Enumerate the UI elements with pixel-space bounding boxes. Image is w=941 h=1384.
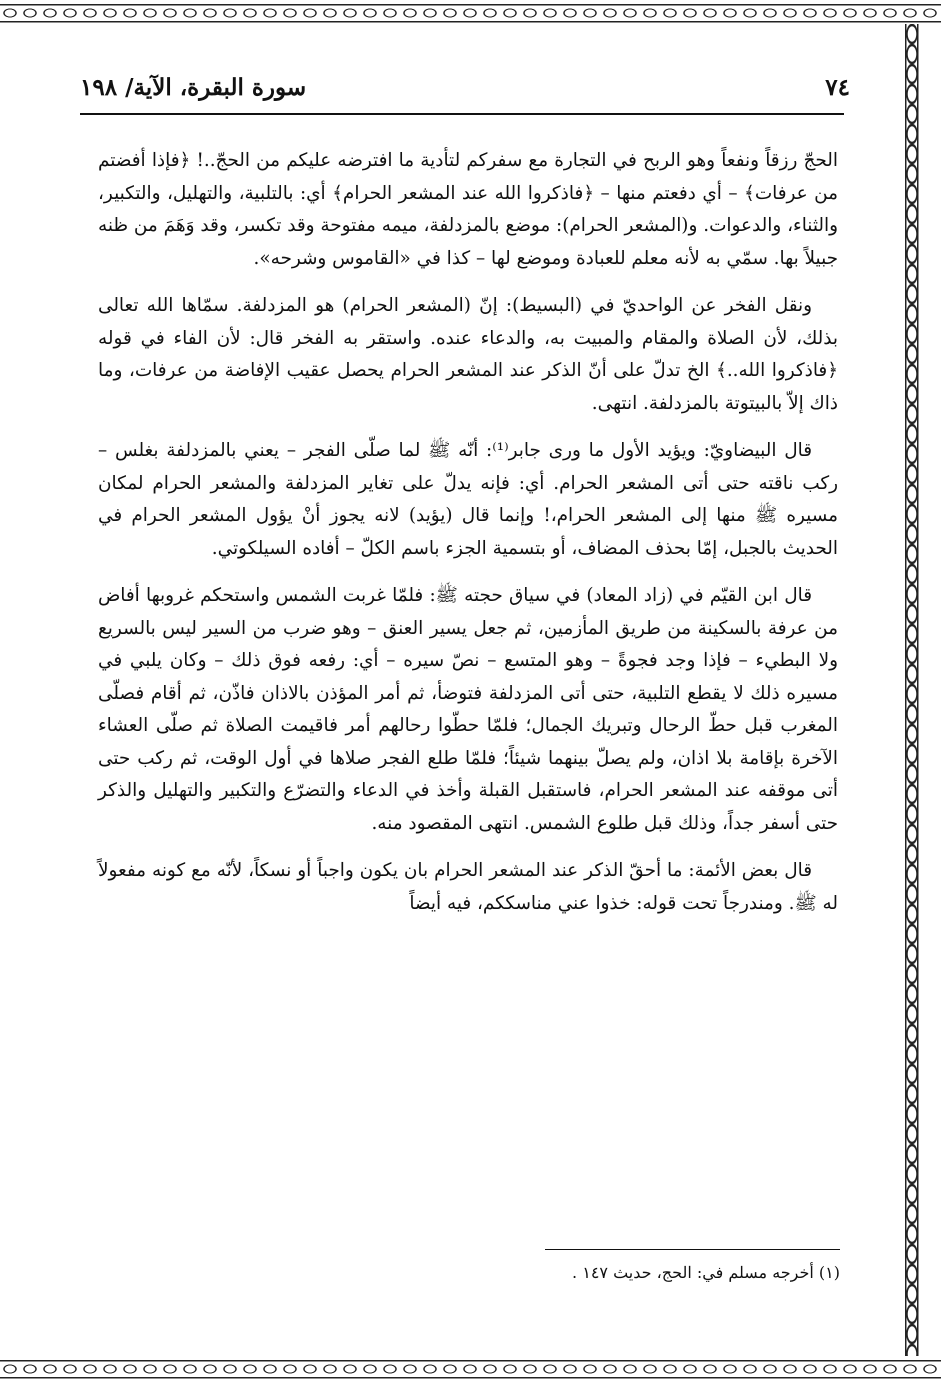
page-number: ٧٤ (825, 74, 850, 101)
bottom-decorative-border (0, 1356, 941, 1382)
right-decorative-border (904, 24, 920, 1358)
running-title: سورة البقرة، الآية/ ١٩٨ (80, 74, 307, 101)
paragraph: قال ابن القيّم في (زاد المعاد) في سياق حجته ﷺ: فلمّا غربت الشمس واستحكم غروبها أفاض من عرفة بالسكينة من طريق المأزمين، ثم جعل يسير العنق – وهو ضرب من السير ليس بالسريع ولا البطيء – فإذا وجد فجوةً – وهو المتسع – نصّ سيره – أي: رفعه فوق ذلك – وكان يلبي في مسيره ذلك لا يقطع التلبية، حتى أتى المزدلفة فتوضأ، ثم أمر المؤذن بالاذان فاذّن، ثم أقام فصلّى المغرب قبل حطّ الرحال وتبريك الجمال؛ فلمّا حطّوا رحالهم أمر فاقيمت الصلاة ثم صلّى العشاء الآخرة بإقامة بلا اذان، ولم يصلّ بينهما شيئاً؛ فلمّا طلع الفجر صلاها في أول الوقت، ثم ركب حتى أتى موقفه عند المشعر الحرام، فاستقبل القبلة وأخذ في الدعاء والتضرّع والتكبير والتهليل والذكر حتى أسفر جداً، وذلك قبل طلوع الشمس. انتهى المقصود منه. (98, 585, 838, 834)
footnote: (١) أخرجه مسلم في: الحج، حديث ١٤٧ . (572, 1263, 840, 1282)
header-divider (80, 113, 844, 115)
page-header (80, 70, 850, 110)
paragraph: قال البيضاويّ: ويؤيد الأول ما ورى جابر⁽¹⁾: أنّه ﷺ لما صلّى الفجر – يعني بالمزدلفة بغلس – ركب ناقته حتى أتى المشعر الحرام. أي: فإنه يدلّ على تغاير المزدلفة والمشعر الحرام لمكان مسيره ﷺ منها إلى المشعر الحرام،! وإنما قال (يؤيد) لانه يجوز أنْ يؤول المشعر الحرام في الحديث بالجبل، إمّا بحذف المضاف، أو بتسمية الجزء باسم الكلّ – أفاده السيلكوتي. (98, 440, 838, 559)
footnote-divider (545, 1249, 840, 1250)
top-decorative-border (0, 0, 941, 26)
main-text (98, 145, 838, 935)
paragraph: الحجّ رزقاً ونفعاً وهو الربح في التجارة مع سفركم لتأدية ما افترضه عليكم من الحجّ..! ﴿فإذا أفضتم من عرفات﴾ – أي دفعتم منها – ﴿فاذكروا الله عند المشعر الحرام﴾ أي: بالتلبية، والتهليل، والتكبير، والثناء، والدعوات. و(المشعر الحرام): موضع بالمزدلفة، ميمه مفتوحة وقد تكسر، وقد وَهَمَ من ظنه جبيلاً بها. سمّي به لأنه معلم للعبادة وموضع لها – كذا في «القاموس وشرحه». (98, 150, 838, 269)
paragraph: ونقل الفخر عن الواحديّ في (البسيط): إنّ (المشعر الحرام) هو المزدلفة. سمّاها الله تعالى بذلك، لأن الصلاة والمقام والمبيت به، والدعاء عنده. واستقر به الفخر قال: لأن الفاء في قوله ﴿فاذكروا الله..﴾ الخ تدلّ على أنّ الذكر عند المشعر الحرام يحصل عقيب الإفاضة من عرفات، وما ذاك إلاّ بالبيتوتة بالمزدلفة. انتهى. (98, 295, 838, 414)
paragraph: قال بعض الأئمة: ما أحقّ الذكر عند المشعر الحرام بان يكون واجباً أو نسكاً، لأنّه مع كونه مفعولاً له ﷺ. ومندرجاً تحت قوله: خذوا عني مناسككم، فيه أيضاً (98, 860, 838, 914)
